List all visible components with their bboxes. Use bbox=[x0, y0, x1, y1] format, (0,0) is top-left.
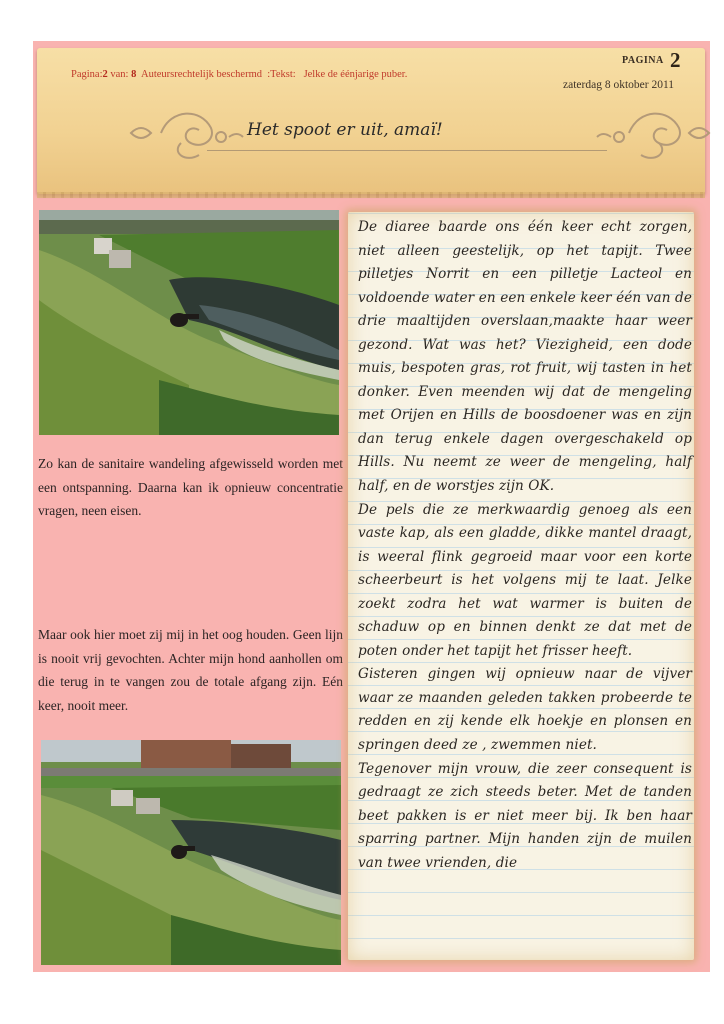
pond-photo-bottom-image bbox=[41, 740, 341, 965]
left-flourish-ornament bbox=[121, 103, 251, 163]
text-label: :Tekst: bbox=[267, 69, 296, 80]
page-info-line bbox=[71, 69, 407, 80]
pond-photo-top-image bbox=[39, 210, 339, 435]
left-paragraph-2: Maar ook hier moet zij mij in het oog houden. Geen lijn is nooit vrij gevochten. Achter mijn hond aanhollen om die terug in te vangen zou de totale afgang zijn. Eén keer, nooit meer. bbox=[38, 627, 343, 713]
header-divider-line bbox=[207, 150, 607, 151]
pond-photo-top bbox=[39, 210, 339, 435]
pond-photo-bottom bbox=[41, 740, 341, 965]
author-name: Jelke de éénjarige puber. bbox=[303, 69, 408, 80]
pagina-label: PAGINA bbox=[622, 55, 664, 66]
left-paragraph-1: Zo kan de sanitaire wandeling afgewisseld worden met een ontspanning. Daarna kan ik opnieuw concentratie vragen, neen eisen. bbox=[38, 456, 343, 518]
notebook-text bbox=[358, 216, 692, 875]
notebook-paragraph-3: Gisteren gingen wij opnieuw naar de vijver waar ze maanden geleden takken probeerde te redden en zij kende elk hoekje en plonsen en springen deed ze , zwemmen niet. bbox=[358, 666, 692, 754]
page-counter-mid: van: bbox=[110, 69, 129, 80]
page-counter-total: 8 bbox=[131, 69, 137, 80]
page-counter-current: 2 bbox=[102, 69, 108, 80]
notebook-paragraph-4: Tegenover mijn vrouw, die zeer consequent is gedraagt ze zich steeds beter. Met de tanden beet pakken is er niet meer bij. Ik ben haar sparring partner. Mijn handen zijn de muilen van twee vrienden, die bbox=[358, 760, 692, 871]
notebook-paragraph-1: De diaree baarde ons één keer echt zorgen, niet alleen geestelijk, op het tapijt. Twee pilletjes Norrit en een pilletje Lacteol en voldoende water en een enkele keer één van de drie maaltijden overslaan,maakte haar weer gezond. Wat was het? Viezigheid, een dode muis, bespoten gras, rot fruit, wij tasten in het donker. Even meenden wij dat de mengeling met Orijen en Hills de boosdoener was en zijn dan terug enkele dagen overgeschakeld op Hills. Nu neemt ze weer de mengeling, half half, en de worstjes zijn OK. bbox=[358, 219, 692, 495]
page-counter-prefix: Pagina: bbox=[71, 69, 103, 80]
right-flourish-ornament bbox=[589, 103, 719, 163]
notebook-paragraph-2: De pels die ze merkwaardig genoeg als een vaste kap, als een gladde, dikke mantel draagt, is weeral flink gegroeid maar voor een korte scheerbeurt is het volgens mij te laat. Jelke zoekt zodra het wat warmer is buiten de schaduw op en binnen denkt ze dat met de poten onder het tapijt het frisser heeft. bbox=[358, 501, 692, 659]
pagina-number: 2 bbox=[670, 48, 681, 72]
copyright-notice: Auteursrechtelijk beschermd bbox=[141, 69, 262, 80]
issue-date: zaterdag 8 oktober 2011 bbox=[563, 79, 675, 91]
article-headline: Het spoot er uit, amaï! bbox=[247, 120, 443, 140]
header-banner bbox=[37, 48, 705, 194]
